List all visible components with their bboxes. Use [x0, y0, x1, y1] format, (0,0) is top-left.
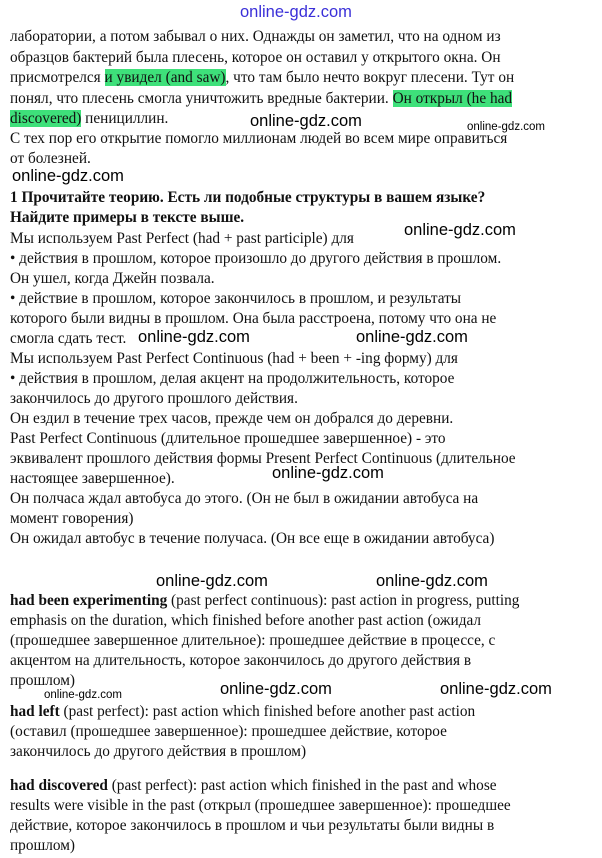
answer-3-term: had discovered: [10, 777, 108, 794]
theory-line-6: смогла сдать тест.: [10, 330, 127, 347]
answer-2-line-2: (оставил (прошедшее завершенное): прошедшее действие, которое: [10, 723, 447, 740]
task-heading-1: 1 Прочитайте теорию. Есть ли подобные структуры в вашем языке?: [10, 189, 486, 206]
answer-2-line-3: закончилось до другого действия в прошлом): [10, 743, 307, 760]
answer-1-line-5: прошлом): [10, 672, 76, 689]
watermark: online-gdz.com: [272, 464, 384, 482]
watermark: online-gdz.com: [250, 112, 362, 130]
answer-1-line-3: (прошедшее завершенное длительное): прошедшее действие в процессе, с: [10, 632, 496, 649]
highlight-discovered-cont: discovered): [10, 110, 82, 127]
task-heading-2: Найдите примеры в тексте выше.: [10, 209, 245, 226]
answer-1-line-4: акцентом на длительность, которое закончилось до другого действия в: [10, 652, 472, 669]
story-line-1: лаборатории, а потом забывал о них. Однажды он заметил, что на одном из: [10, 28, 501, 45]
story-text: , что там было нечто вокруг плесени. Тут он: [225, 69, 515, 86]
theory-line-11: Past Perfect Continuous (длительное прошедшее завершенное) - это: [10, 430, 446, 447]
theory-line-12: эквивалент прошлого действия формы Present Perfect Continuous (длительное: [10, 450, 516, 467]
theory-line-10: Он ездил в течение трех часов, прежде чем он добрался до деревни.: [10, 410, 454, 427]
answer-2-term: had left: [10, 703, 60, 720]
watermark: online-gdz.com: [376, 572, 488, 590]
answer-1-line-1: [10, 591, 595, 610]
watermark: online-gdz.com: [404, 221, 516, 239]
highlight-discovered: Он открыл (he had: [392, 90, 513, 107]
story-line-4: [10, 89, 595, 108]
answer-3-line-3: действие, которое закончилось в прошлом и чьи результаты были видны в: [10, 817, 495, 834]
story-line-7: от болезней.: [10, 150, 91, 167]
theory-line-5: которого были видны в прошлом. Она была расстроена, потому что она не: [10, 310, 497, 327]
theory-line-1: Мы используем Past Perfect (had + past participle) для: [10, 230, 354, 247]
theory-line-3: Он ушел, когда Джейн позвала.: [10, 270, 215, 287]
answer-3-line-2: results were visible in the past (открыл (прошедшее завершенное): прошедшее: [10, 797, 511, 814]
answer-2-text: (past perfect): past action which finished before another past action: [59, 703, 476, 720]
answer-1-term: had been experimenting: [10, 592, 168, 609]
watermark: online-gdz.com: [356, 328, 468, 346]
watermark: online-gdz.com: [467, 121, 545, 133]
watermark: online-gdz.com: [44, 689, 122, 701]
story-text: пенициллин.: [81, 110, 169, 127]
theory-line-13: настоящее завершенное).: [10, 470, 175, 487]
answer-1-line-2: emphasis on the duration, which finished before another past action (ожидал: [10, 612, 482, 629]
theory-line-2: • действия в прошлом, которое произошло до другого действия в прошлом.: [10, 250, 502, 267]
story-text: присмотрелся: [10, 69, 105, 86]
theory-line-16: Он ожидал автобус в течение получаса. (Он все еще в ожидании автобуса): [10, 530, 495, 547]
theory-line-4: • действие в прошлом, которое закончилось в прошлом, и результаты: [10, 290, 462, 307]
highlight-saw: и увидел (and saw): [104, 69, 226, 86]
theory-line-8: • действия в прошлом, делая акцент на продолжительность, которое: [10, 370, 455, 387]
answer-3-line-4: прошлом): [10, 837, 76, 854]
story-line-3: [10, 68, 595, 87]
theory-line-15: момент говорения): [10, 510, 134, 527]
answer-1-text: (past perfect continuous): past action in progress, putting: [167, 592, 520, 609]
watermark: online-gdz.com: [440, 680, 552, 698]
watermark: online-gdz.com: [156, 572, 268, 590]
theory-line-14: Он полчаса ждал автобуса до этого. (Он не был в ожидании автобуса на: [10, 490, 479, 507]
watermark: online-gdz.com: [138, 328, 250, 346]
watermark: online-gdz.com: [220, 680, 332, 698]
story-line-2: образцов бактерий была плесень, которое он оставил у открытого окна. Он: [10, 49, 501, 66]
answer-3-line-1: [10, 776, 595, 795]
story-line-6: С тех пор его открытие помогло миллионам людей во всем мире оправиться: [10, 130, 508, 147]
answer-2-line-1: [10, 702, 595, 721]
theory-line-9: закончилось до другого прошлого действия.: [10, 390, 298, 407]
answer-3-text: (past perfect): past action which finished in the past and whose: [107, 777, 497, 794]
theory-line-7: Мы используем Past Perfect Continuous (had + been + -ing форму) для: [10, 350, 458, 367]
story-text: понял, что плесень смогла уничтожить вредные бактерии.: [10, 90, 393, 107]
watermark: online-gdz.com: [12, 167, 124, 185]
watermark-top: online-gdz.com: [240, 3, 352, 21]
